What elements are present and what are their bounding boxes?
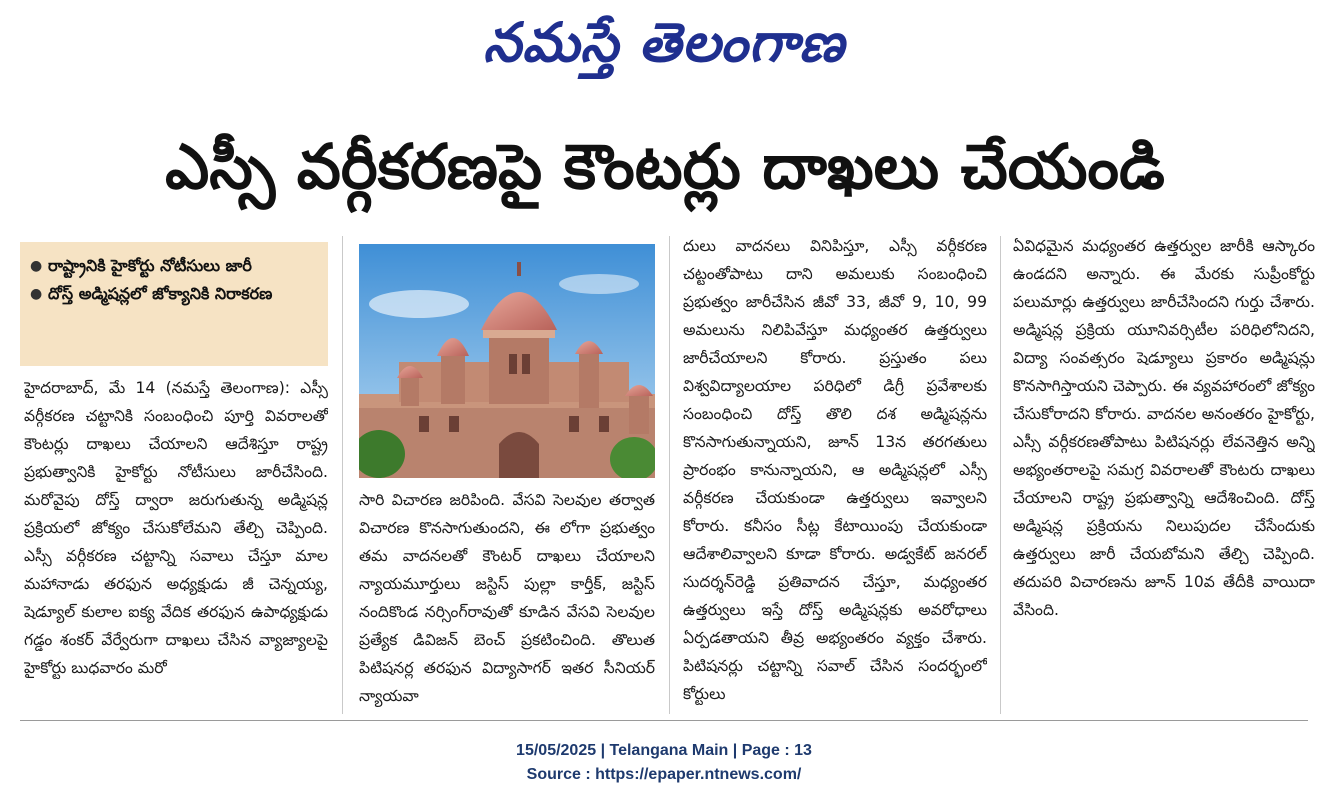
article-column-2: సారి విచారణ జరిపింది. వేసవి సెలవుల తర్వాత విచారణ కొనసాగుతుందని, ఈ లోగా ప్రభుత్వం తమ వాదనలతో కౌంటర్ దాఖలు చేయాలని న్యాయమూర్తులు జస్టిస్ పుల్లా కార్తీక్, జస్టిస్ నందికొండ నర్సింగ్‌రావుతో కూడిన వేసవి సెలవుల ప్రత్యేక డివిజన్ బెంచ్ ప్రకటించింది. తొలుత పిటిషనర్ల తరఫున విద్యాసాగర్ ఇతర సీనియర్ న్యాయవా — [359, 491, 655, 705]
subheadline-item — [30, 252, 320, 280]
masthead — [0, 4, 1328, 82]
high-court-photo — [359, 244, 655, 478]
footer-divider — [20, 720, 1308, 721]
article-column-4: ఏవిధమైన మధ్యంతర ఉత్తర్వుల జారీకి ఆస్కారం ఉండదని అన్నారు. ఈ మేరకు సుప్రీంకోర్టు పలుమార్లు ఉత్తర్వులు జారీచేసిందని గుర్తు చేశారు. అడ్మిషన్ల ప్రక్రియ యూనివర్సిటీల పరిధిలోనిదని, విద్యా సంవత్సరం షెడ్యూలు ప్రకారం అడ్మిషన్లు కొనసాగిస్తాయని చెప్పారు. ఈ వ్యవహారంలో జోక్యం చేసుకోరాదని కోరారు. వాదనల అనంతరం హైకోర్టు, ఎస్సీ వర్గీకరణతోపాటు పిటిషనర్లు లేవనెత్తిన అన్ని అభ్యంతరాలపై సమగ్ర వివరాలతో కౌంటరు దాఖలు చేయాలని రాష్ట్ర ప్రభుత్వాన్ని ఆదేశించింది. దోస్త్ అడ్మిషన్ల ప్రక్రియను నిలుపుదల చేసేందుకు ఉత్తర్వులు జారీ చేయబోమని తేల్చి చెప్పింది. తదుపరి విచారణను జూన్ 10వ తేదీకి వాయిదా వేసింది. — [1013, 237, 1315, 619]
subheadline-item — [30, 280, 320, 308]
headline: ఎస్సీ వర్గీకరణపై కౌంటర్లు దాఖలు చేయండి — [165, 130, 1165, 203]
high-court-building-illustration — [359, 244, 655, 478]
subheadline-box — [20, 242, 328, 366]
footer-source-link[interactable]: Source : https://epaper.ntnews.com/ — [526, 766, 802, 783]
bullet-icon: ● — [30, 258, 43, 274]
column-divider — [1000, 236, 1001, 714]
subheadline-text: రాష్ట్రానికి హైకోర్టు నోటీసులు జారీ — [48, 256, 252, 275]
subheadline-text: దోస్త్ అడ్మిషన్లలో జోక్యానికి నిరాకరణ — [48, 284, 273, 303]
article-column-3: దులు వాదనలు వినిపిస్తూ, ఎస్సీ వర్గీకరణ చట్టంతోపాటు దాని అమలుకు సంబంధించి ప్రభుత్వం జారీచేసిన జీవో 33, జీవో 9, 10, 99 అమలును నిలిపివేస్తూ మధ్యంతర ఉత్తర్వులు జారీచేయాలని కోరారు. ప్రస్తుతం పలు విశ్వవిద్యాలయాల పరిధిలో డిగ్రీ ప్రవేశాలకు సంబంధించి దోస్త్ తొలి దశ అడ్మిషన్లను కొనసాగుతున్నాయని, జూన్ 13న తరగతులు ప్రారంభం కానున్నాయని, ఆ అడ్మిషన్లలో ఎస్సీ వర్గీకరణ చేయకుండా ఉత్తర్వులు ఇవ్వాలని కోరారు. కనీసం సీట్ల కేటాయింపు చేయకుండా ఆదేశాలివ్వాలని కూడా కోరారు. అడ్వకేట్ జనరల్ సుదర్శన్‌రెడ్డి ప్రతివాదన చేస్తూ, మధ్యంతర ఉత్తర్వులు ఇస్తే దోస్త్ అడ్మిషన్లకు అవరోధాలు ఏర్పడతాయని తీవ్ర అభ్యంతరం వ్యక్తం చేశారు. పిటిషనర్లు చట్టాన్ని సవాల్ చేసిన సందర్భంలో కోర్టులు — [683, 237, 987, 703]
footer-date-page: 15/05/2025 | Telangana Main | Page : 13 — [516, 742, 812, 759]
bullet-icon: ● — [30, 286, 43, 302]
article-column-1: హైదరాబాద్, మే 14 (నమస్తే తెలంగాణ): ఎస్సీ వర్గీకరణ చట్టానికి సంబంధించి పూర్తి వివరాలతో కౌంటర్లు దాఖలు చేయాలని ఆదేశిస్తూ రాష్ట్ర ప్రభుత్వానికి హైకోర్టు నోటీసులు జారీచేసింది. మరోవైపు దోస్త్ ద్వారా జరుగుతున్న అడ్మిషన్ల ప్రక్రియలో జోక్యం చేసుకోలేమని తేల్చి చెప్పింది. ఎస్సీ వర్గీకరణ చట్టాన్ని సవాలు చేస్తూ మాల మహానాడు తరఫున అధ్యక్షుడు జీ చెన్నయ్య, షెడ్యూల్ కులాల ఐక్య వేదిక తరఫున ఉపాధ్యక్షుడు గడ్డం శంకర్ వేర్వేరుగా దాఖలు చేసిన వ్యాజ్యాలపై హైకోర్టు బుధవారం మరో — [24, 379, 328, 677]
newspaper-logo: నమస్తే తెలంగాణ — [483, 11, 845, 74]
column-divider — [342, 236, 343, 714]
column-divider — [669, 236, 670, 714]
